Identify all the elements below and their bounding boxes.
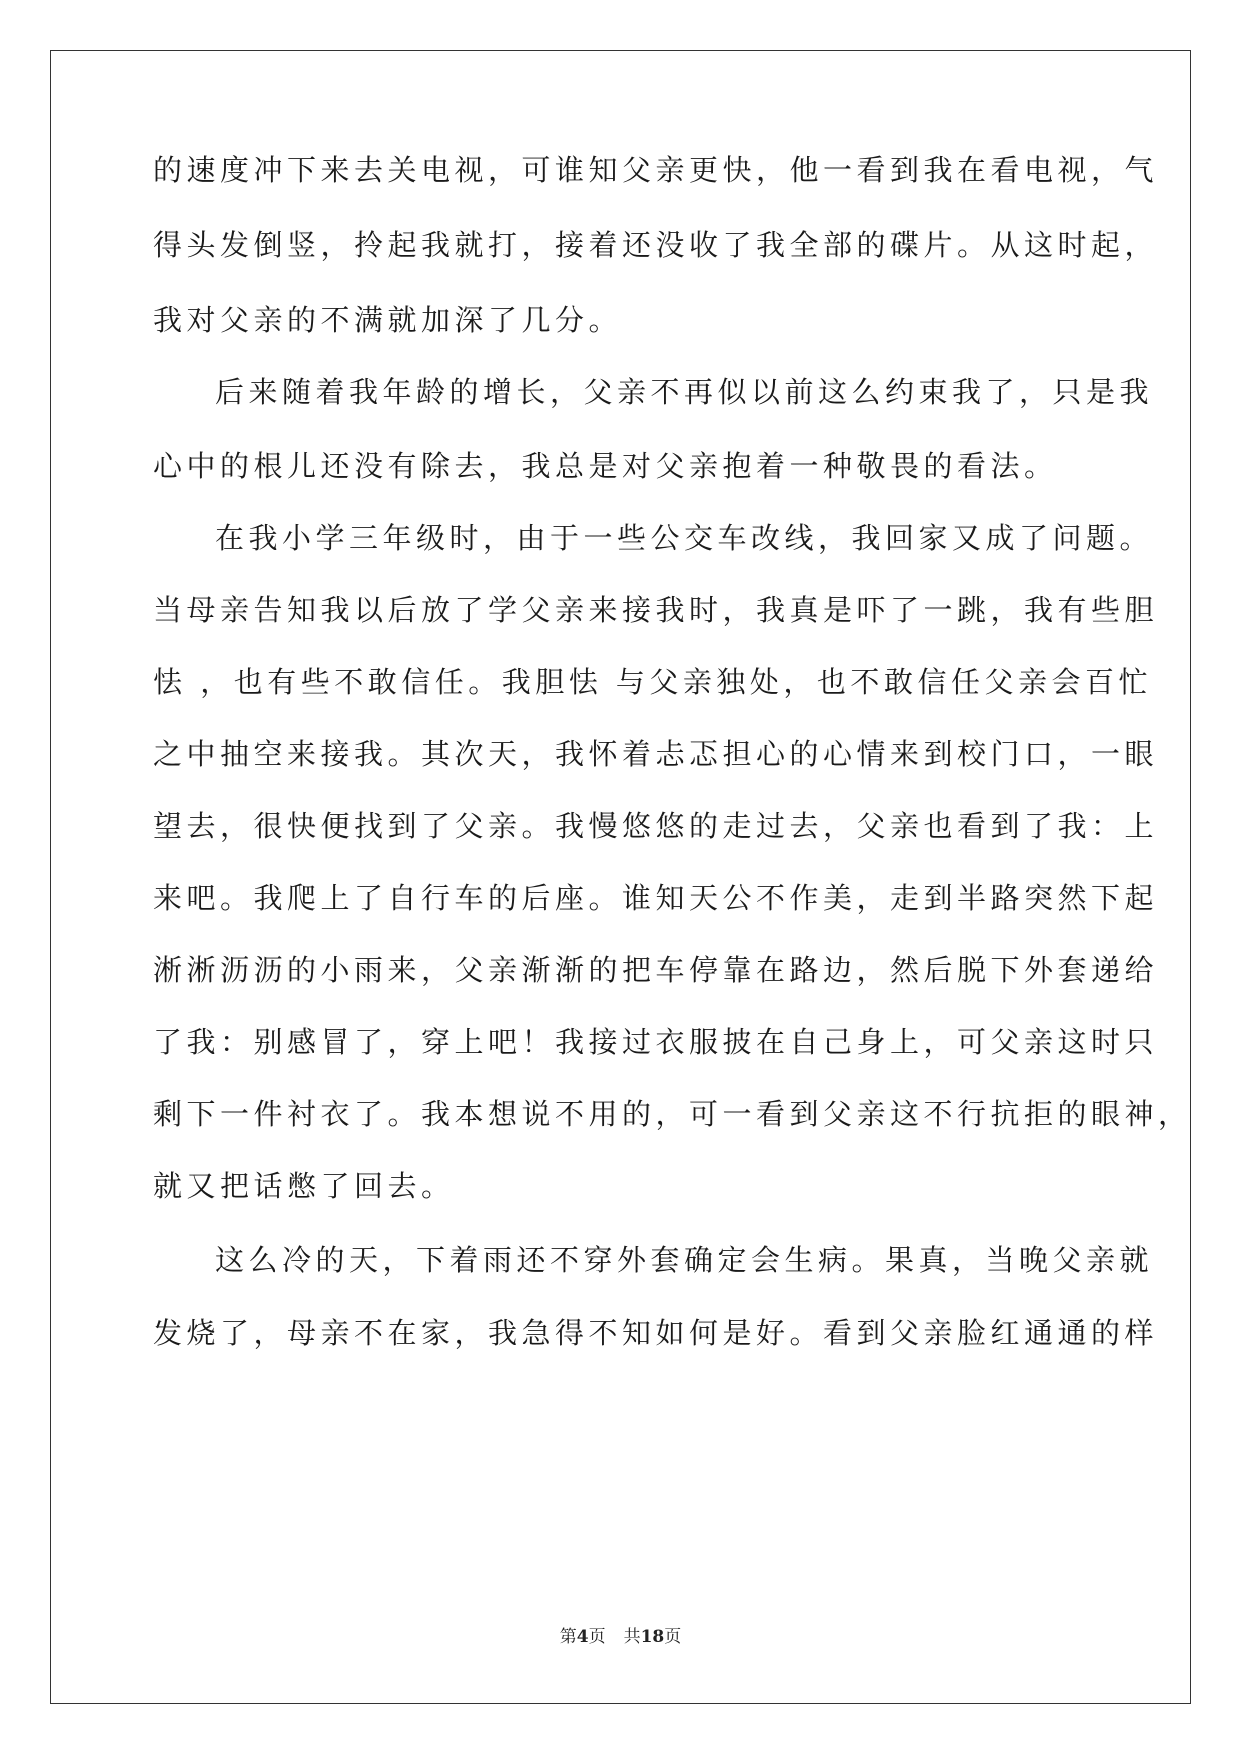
text-line: 的速度冲下来去关电视，可谁知父亲更快，他一看到我在看电视，气 xyxy=(153,153,1159,187)
paragraph-start-line: 这么冷的天，下着雨还不穿外套确定会生病。果真，当晚父亲就 xyxy=(215,1243,1154,1277)
text-line: 来吧。我爬上了自行车的后座。谁知天公不作美，走到半路突然下起 xyxy=(153,881,1159,915)
footer-page-suffix: 页 xyxy=(588,1627,606,1647)
paragraph-start-line: 在我小学三年级时，由于一些公交车改线，我回家又成了问题。 xyxy=(215,521,1154,555)
total-page-count: 18 xyxy=(640,1627,665,1647)
footer-total-suffix: 页 xyxy=(664,1627,682,1647)
page-border xyxy=(50,50,1191,1704)
text-line: 发烧了，母亲不在家，我急得不知如何是好。看到父亲脸红通通的样 xyxy=(153,1316,1159,1350)
text-line: 心中的根儿还没有除去，我总是对父亲抱着一种敬畏的看法。 xyxy=(153,449,1058,483)
text-line: 当母亲告知我以后放了学父亲来接我时，我真是吓了一跳，我有些胆 xyxy=(153,593,1159,627)
text-line: 就又把话憋了回去。 xyxy=(153,1169,455,1203)
text-line: 我对父亲的不满就加深了几分。 xyxy=(153,303,623,337)
current-page-number: 4 xyxy=(576,1627,589,1647)
text-line: 之中抽空来接我。其次天，我怀着忐忑担心的心情来到校门口，一眼 xyxy=(153,737,1159,771)
text-line: 望去，很快便找到了父亲。我慢悠悠的走过去，父亲也看到了我：上 xyxy=(153,809,1159,843)
footer-total-prefix: 共 xyxy=(623,1627,641,1647)
footer-prefix: 第 xyxy=(559,1627,577,1647)
page-footer xyxy=(0,1622,1241,1647)
text-line: 淅淅沥沥的小雨来，父亲渐渐的把车停靠在路边，然后脱下外套递给 xyxy=(153,953,1159,987)
text-line: 剩下一件衬衣了。我本想说不用的，可一看到父亲这不行抗拒的眼神， xyxy=(153,1097,1192,1131)
text-line: 得头发倒竖，拎起我就打，接着还没收了我全部的碟片。从这时起， xyxy=(153,228,1159,262)
paragraph-start-line: 后来随着我年龄的增长，父亲不再似以前这么约束我了，只是我 xyxy=(215,375,1154,409)
text-line: 了我：别感冒了，穿上吧！我接过衣服披在自己身上，可父亲这时只 xyxy=(153,1025,1159,1059)
text-line: 怯 ，也有些不敢信任。我胆怯 与父亲独处，也不敢信任父亲会百忙 xyxy=(153,665,1152,699)
